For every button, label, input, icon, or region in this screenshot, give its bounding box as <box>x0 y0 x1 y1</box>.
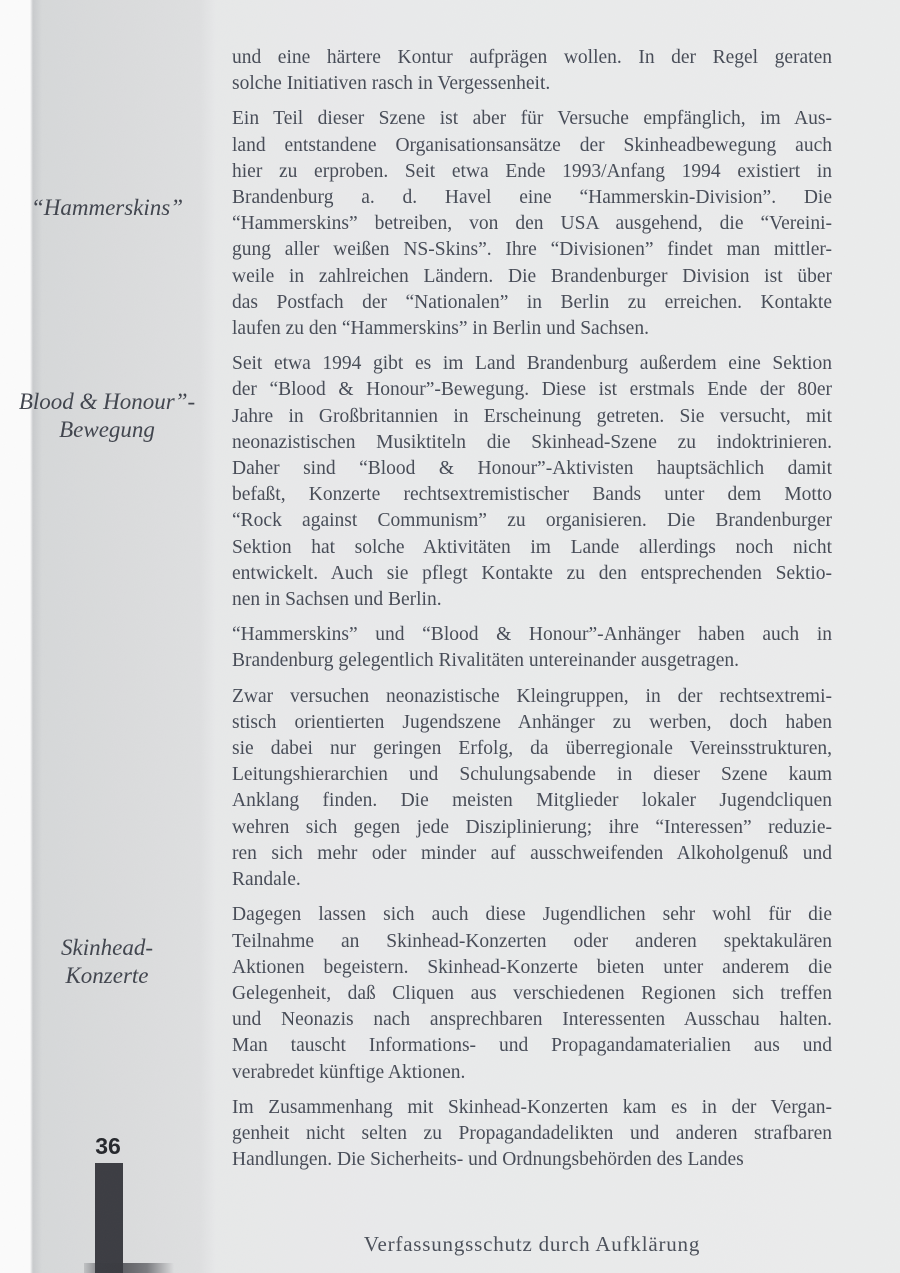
margin-label-line: Bewegung <box>59 417 155 442</box>
text-line: Im Zusammenhang mit Skinhead-Konzerten kam es in der Vergan- <box>232 1096 832 1118</box>
paragraph <box>232 1095 832 1174</box>
margin-label-blood-honour <box>6 388 208 444</box>
text-line: Sektion hat solche Aktivitäten im Lande allerdings noch nicht <box>232 536 832 558</box>
margin-label-line: Konzerte <box>65 963 149 988</box>
text-line: “Hammerskins” und “Blood & Honour”-Anhänger haben auch in <box>232 624 832 646</box>
text-line: solche Initiativen rasch in Vergessenheit. <box>232 73 551 95</box>
text-line: “Rock against Communism” zu organisieren. Die Brandenburger <box>232 510 832 532</box>
text-line: Leitungshierarchien und Schulungsabende in dieser Szene kaum <box>232 764 832 786</box>
text-line: Zwar versuchen neonazistische Kleingruppen, in der rechtsextremi- <box>232 685 832 707</box>
text-line: sie dabei nur geringen Erfolg, da überregionale Vereinsstrukturen, <box>232 738 832 760</box>
text-line: das Postfach der “Nationalen” in Berlin zu erreichen. Kontakte <box>232 291 832 313</box>
text-line: Dagegen lassen sich auch diese Jugendlichen sehr wohl für die <box>232 904 832 926</box>
text-line: befaßt, Konzerte rechtsextremistischer Bands unter dem Motto <box>232 484 832 506</box>
margin-label-skinhead-konzerte <box>6 934 208 990</box>
text-line: Man tauscht Informations- und Propagandamaterialien aus und <box>232 1035 832 1057</box>
margin-label-line: “Hammerskins” <box>30 195 184 220</box>
text-line: hier zu erproben. Seit etwa Ende 1993/Anfang 1994 existiert in <box>232 160 832 182</box>
text-line: neonazistischen Musiktiteln die Skinhead-Szene zu indoktrinieren. <box>232 431 832 453</box>
paragraph <box>232 622 832 674</box>
text-line: Teilnahme an Skinhead-Konzerten oder anderen spektakulären <box>232 930 832 952</box>
page-number-bar <box>95 1163 123 1273</box>
text-line: “Hammerskins” betreiben, von den USA ausgehend, die “Vereini- <box>232 213 832 235</box>
text-line: Aktionen begeistern. Skinhead-Konzerte bieten unter anderem die <box>232 956 832 978</box>
text-line: Brandenburg gelegentlich Rivalitäten untereinander ausgetragen. <box>232 650 739 672</box>
paragraph <box>232 902 832 1085</box>
text-line: Gelegenheit, daß Cliquen aus verschiedenen Regionen sich treffen <box>232 982 832 1004</box>
text-line: Ein Teil dieser Szene ist aber für Versuche empfänglich, im Aus- <box>232 108 832 130</box>
margin-label-line: Blood & Honour”- <box>18 389 196 414</box>
text-line: Brandenburg a. d. Havel eine “Hammerskin-Division”. Die <box>232 187 832 209</box>
text-line: entwickelt. Auch sie pflegt Kontakte zu den entsprechenden Sektio- <box>232 562 832 584</box>
scan-edge-shadow <box>84 1263 174 1273</box>
text-line: weile in zahlreichen Ländern. Die Brandenburger Division ist über <box>232 265 832 287</box>
text-line: ren sich mehr oder minder auf ausschweifenden Alkoholgenuß und <box>232 842 832 864</box>
text-line: genheit nicht selten zu Propagandadelikten und anderen strafbaren <box>232 1122 832 1144</box>
text-line: gung aller weißen NS-Skins”. Ihre “Divisionen” findet man mittler- <box>232 239 832 261</box>
text-line: Jahre in Großbritannien in Erscheinung getreten. Sie versucht, mit <box>232 405 832 427</box>
paragraph <box>232 684 832 894</box>
body-text-column <box>232 45 832 1182</box>
text-line: Randale. <box>232 869 301 891</box>
margin-label-hammerskins <box>6 194 208 222</box>
running-footer: Verfassungsschutz durch Aufklärung <box>363 1232 701 1256</box>
text-line: Handlungen. Die Sicherheits- und Ordnungsbehörden des Landes <box>232 1149 744 1171</box>
text-line: verabredet künftige Aktionen. <box>232 1061 466 1083</box>
text-line: stisch orientierten Jugendszene Anhänger zu werben, doch haben <box>232 711 832 733</box>
text-line: und Neonazis nach ansprechbaren Interessenten Ausschau halten. <box>232 1009 832 1031</box>
text-line: nen in Sachsen und Berlin. <box>232 589 442 611</box>
text-line: Anklang finden. Die meisten Mitglieder lokaler Jugendcliquen <box>232 790 832 812</box>
paragraph <box>232 45 832 97</box>
paragraph <box>232 106 832 342</box>
text-line: Seit etwa 1994 gibt es im Land Brandenburg außerdem eine Sektion <box>232 353 832 375</box>
page-number: 36 <box>95 1133 121 1159</box>
margin-label-line: Skinhead- <box>61 935 153 960</box>
text-line: Daher sind “Blood & Honour”-Aktivisten hauptsächlich damit <box>232 458 832 480</box>
text-line: laufen zu den “Hammerskins” in Berlin und Sachsen. <box>232 318 649 340</box>
paragraph <box>232 351 832 613</box>
text-line: der “Blood & Honour”-Bewegung. Diese ist erstmals Ende der 80er <box>232 379 832 401</box>
text-line: land entstandene Organisationsansätze der Skinheadbewegung auch <box>232 134 832 156</box>
text-line: wehren sich gegen jede Disziplinierung; ihre “Interessen” reduzie- <box>232 816 832 838</box>
text-line: und eine härtere Kontur aufprägen wollen. In der Regel geraten <box>232 47 832 68</box>
